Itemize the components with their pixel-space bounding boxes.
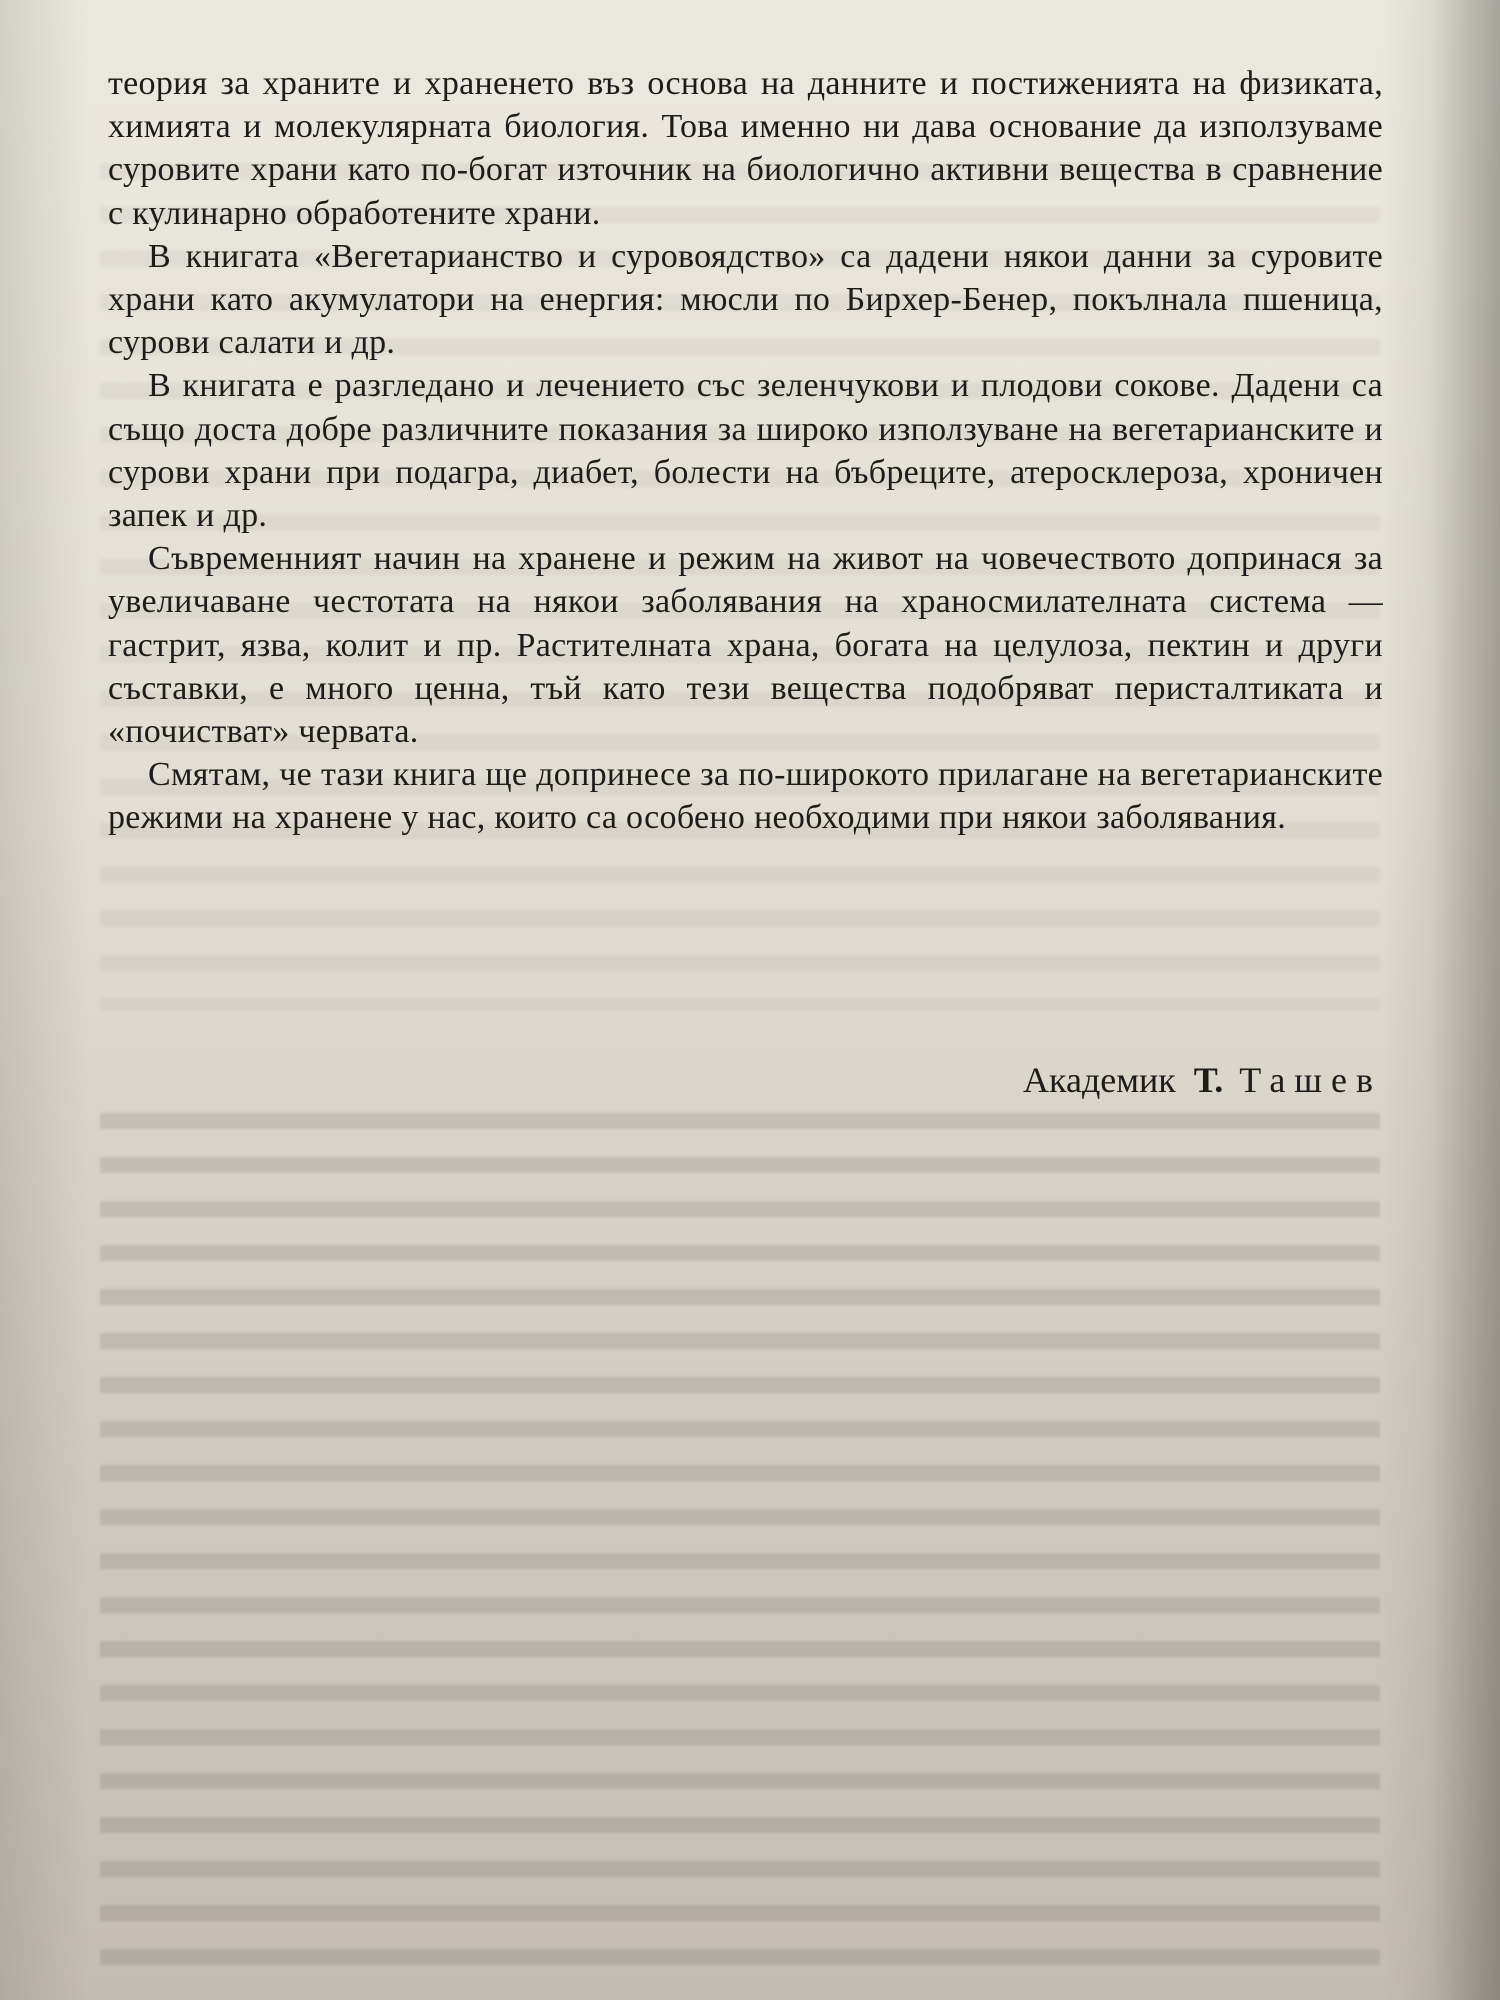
- signature-title: Академик: [1023, 1060, 1176, 1100]
- paragraph-4: Съвременният начин на хранене и режим на живот на човечеството допринася за увеличаване честотата на някои заболявания на храносмилателната система — гастрит, язва, колит и пр. Растителната храна, богата на целулоза, пектин и други съставки, е много ценна, тъй като тези вещества подобряват перисталтиката и «почистват» червата.: [108, 540, 1383, 751]
- paragraph-5: Смятам, че тази книга ще допринесе за по-широкото прилагане на вегетарианските режими на хранене у нас, които са особено необходими при някои заболявания.: [108, 756, 1383, 837]
- paragraph-2: В книгата «Вегетарианство и суровоядство» са дадени някои данни за суровите храни като акумулатори на енергия: мюсли по Бирхер-Бенер, покълнала пшеница, сурови салати и др.: [108, 237, 1383, 362]
- bleed-through-text-lower: [100, 1100, 1380, 1980]
- signature-surname: Ташев: [1239, 1060, 1382, 1100]
- page-edge-shadow: [1430, 0, 1500, 2000]
- paragraph-1: теория за храните и храненето въз основа на данните и постиженията на физиката, химията и молекулярната биология. Това именно ни дава основание да използуваме суровите храни като по-богат източник на биологично активни вещества в сравнение с кулинарно обработените храни.: [108, 65, 1383, 232]
- paragraph-3: В книгата е разгледано и лечението със зеленчукови и плодови сокове. Дадени са също доста добре различните показания за широко използуване на вегетарианските и сурови храни при подагра, диабет, болести на бъбреците, атеросклероза, хроничен запек и др.: [108, 367, 1383, 535]
- signature: [1023, 1058, 1382, 1102]
- body-text: [108, 62, 1383, 840]
- signature-initial: Т.: [1193, 1060, 1224, 1100]
